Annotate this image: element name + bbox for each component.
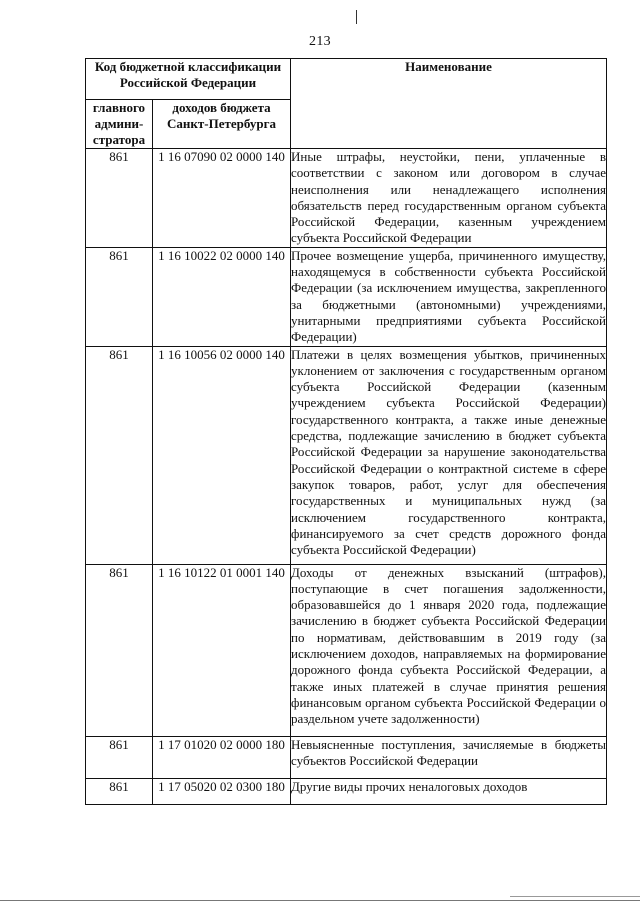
row-name: Прочее возмещение ущерба, причиненного имуществу, находящемуся в собственности субъекта Российской Федерации (за исключением имущества, закрепленного за бюджетными (автономными) учреждениями, унитарными предприятиями субъекта Российской Федерации): [291, 247, 607, 345]
table-header-row: [86, 59, 607, 100]
row-name: Платежи в целях возмещения убытков, причиненных уклонением от заключения с государственным органом субъекта Российской Федерации (казенным учреждением субъекта Российской Федерации) государственного контракта, а также иные денежные средства, подлежащие зачислению в бюджет субъекта Российской Федерации за нарушение законодательства Российской Федерации о контрактной системе в сфере закупок товаров, работ, услуг для обеспечения государственных и муниципальных нужд (за исключением государственного контракта, финансируемого за счет средств дорожного фонда субъекта Российской Федерации): [291, 346, 607, 564]
header-budget-code-group: Код бюджетной классификации Российской Федерации: [86, 59, 291, 100]
row-name: Другие виды прочих неналоговых доходов: [291, 778, 607, 804]
row-income-code: 1 16 07090 02 0000 140: [153, 149, 291, 248]
row-income-code: 1 16 10122 01 0001 140: [153, 564, 291, 736]
row-income-code: 1 17 05020 02 0300 180: [153, 778, 291, 804]
row-name: Невыясненные поступления, зачисляемые в бюджеты субъектов Российской Федерации: [291, 736, 607, 778]
row-name: Иные штрафы, неустойки, пени, уплаченные в соответствии с законом или договором в случае неисполнения или ненадлежащего исполнения обязательств перед государственным органом субъекта Российской Федерации, казенным учреждением субъекта Российской Федерации: [291, 149, 607, 246]
row-income-code: 1 16 10056 02 0000 140: [153, 346, 291, 564]
row-admin-code: 861: [86, 346, 153, 564]
table-row: [86, 564, 607, 736]
page-top-mark: [356, 10, 357, 24]
row-admin-code: 861: [86, 564, 153, 736]
header-name: Наименование: [291, 59, 607, 149]
row-income-code: 1 16 10022 02 0000 140: [153, 247, 291, 346]
row-admin-code: 861: [86, 736, 153, 778]
header-main-administrator: главного админи-стратора: [86, 100, 153, 149]
row-admin-code: 861: [86, 247, 153, 346]
table-row: [86, 149, 607, 248]
row-admin-code: 861: [86, 778, 153, 804]
scan-bottom-line: [0, 900, 640, 901]
scan-edge-line: [510, 896, 640, 897]
table-row: [86, 346, 607, 564]
row-income-code: 1 17 01020 02 0000 180: [153, 736, 291, 778]
budget-classification-table: [85, 58, 607, 805]
header-income-code: доходов бюджета Санкт-Петербурга: [153, 100, 291, 149]
table-row: [86, 778, 607, 804]
table-row: [86, 736, 607, 778]
table-row: [86, 247, 607, 346]
row-admin-code: 861: [86, 149, 153, 248]
page-number: 213: [309, 34, 331, 49]
row-name: Доходы от денежных взысканий (штрафов), поступающие в счет погашения задолженности, образовавшейся до 1 января 2020 года, подлежащие зачислению в бюджет субъекта Российской Федерации по нормативам, действовавшим в 2019 году (за исключением доходов, направляемых на формирование дорожного фонда субъекта Российской Федерации, а также иных платежей в случае принятия решения финансовым органом субъекта Российской Федерации о раздельном учете задолженности): [291, 564, 607, 736]
